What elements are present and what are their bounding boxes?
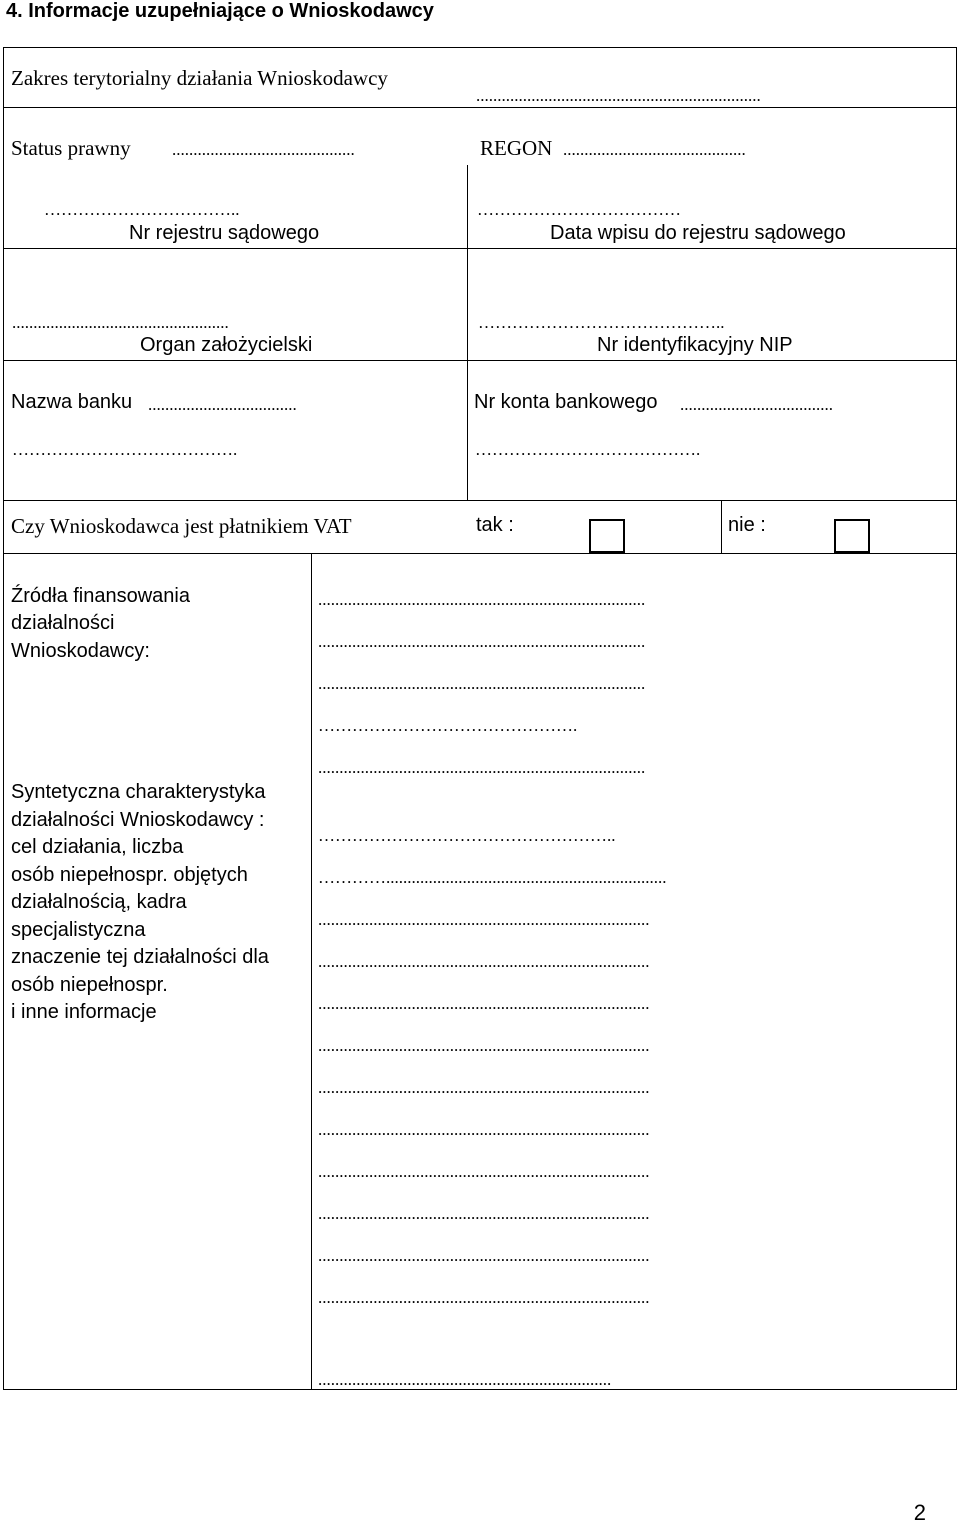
bank-field[interactable]: ................................... xyxy=(148,395,297,414)
regon-field[interactable]: ........................................... xyxy=(563,140,746,159)
divider-row-4 xyxy=(3,500,957,501)
divider-row-3 xyxy=(3,360,957,361)
konto-field[interactable]: .................................... xyxy=(680,395,833,414)
char-label-8: osób niepełnospr. xyxy=(11,974,168,996)
divider-row-2 xyxy=(3,248,957,249)
nip-label: Nr identyfikacyjny NIP xyxy=(597,334,793,356)
char-line-8[interactable]: .............................................................................. xyxy=(318,1120,650,1139)
sources-label-2: działalności xyxy=(11,612,115,634)
page-number: 2 xyxy=(913,1500,926,1525)
char-line-1[interactable]: …………………………………………….. xyxy=(318,826,616,845)
char-label-2: działalności Wnioskodawcy : xyxy=(11,809,265,831)
char-label-9: i inne informacje xyxy=(11,1001,157,1023)
status-label: Status prawny xyxy=(11,136,131,160)
konto-field-line2[interactable]: …………………………………. xyxy=(475,440,701,459)
organ-label: Organ założycielski xyxy=(140,334,313,356)
char-label-6: specjalistyczna xyxy=(11,919,146,941)
vat-yes-checkbox[interactable] xyxy=(589,519,625,553)
char-label-1: Syntetyczna charakterystyka xyxy=(11,781,266,803)
char-line-10[interactable]: .............................................................................. xyxy=(318,1204,650,1223)
vat-divider xyxy=(721,500,722,554)
char-label-3: cel działania, liczba xyxy=(11,836,184,858)
status-field[interactable]: ........................................... xyxy=(172,140,355,159)
sources-line-4[interactable]: ………………………………………. xyxy=(318,716,578,735)
zakres-field[interactable]: ................................................................... xyxy=(476,86,761,105)
data-wpisu-label: Data wpisu do rejestru sądowego xyxy=(550,222,846,244)
sources-label-3: Wnioskodawcy: xyxy=(11,640,150,662)
char-line-11[interactable]: .............................................................................. xyxy=(318,1246,650,1265)
char-line-2[interactable]: ………….................................................................. xyxy=(318,868,667,887)
char-line-4[interactable]: .............................................................................. xyxy=(318,952,650,971)
char-label-7: znaczenie tej działalności dla xyxy=(11,946,269,968)
char-line-3[interactable]: .............................................................................. xyxy=(318,910,650,929)
char-line-12[interactable]: .............................................................................. xyxy=(318,1288,650,1307)
info-table-top xyxy=(3,47,957,554)
nip-field[interactable]: …………………………………….. xyxy=(478,313,725,332)
vat-no-checkbox[interactable] xyxy=(834,519,870,553)
data-wpisu-field[interactable]: ……………………………… xyxy=(477,200,681,219)
char-label-5: działalnością, kadra xyxy=(11,891,187,913)
konto-label: Nr konta bankowego xyxy=(474,391,658,413)
section-title: 4. Informacje uzupełniające o Wnioskodawcy xyxy=(6,0,434,22)
vat-no-label: nie : xyxy=(728,514,766,536)
organ-field[interactable]: ................................................... xyxy=(12,313,229,332)
divider-bottom-mid xyxy=(311,553,312,1390)
sources-line-5[interactable]: ............................................................................. xyxy=(318,758,646,777)
char-line-6[interactable]: .............................................................................. xyxy=(318,1036,650,1055)
regon-label: REGON xyxy=(480,136,553,160)
divider-mid xyxy=(467,165,468,500)
char-line-5[interactable]: .............................................................................. xyxy=(318,994,650,1013)
vat-label: Czy Wnioskodawca jest płatnikiem VAT xyxy=(11,514,352,538)
char-line-7[interactable]: .............................................................................. xyxy=(318,1078,650,1097)
sources-line-3[interactable]: ............................................................................. xyxy=(318,674,646,693)
char-line-9[interactable]: .............................................................................. xyxy=(318,1162,650,1181)
char-label-4: osób niepełnospr. objętych xyxy=(11,864,248,886)
vat-yes-label: tak : xyxy=(476,514,514,536)
bank-label: Nazwa banku xyxy=(11,391,133,413)
rejestr-field[interactable]: …………………………….. xyxy=(44,200,240,219)
sources-line-1[interactable]: ............................................................................. xyxy=(318,590,646,609)
sources-line-2[interactable]: ............................................................................. xyxy=(318,632,646,651)
char-line-13[interactable]: ..................................................................... xyxy=(318,1370,612,1389)
bank-field-line2[interactable]: …………………………………. xyxy=(12,440,238,459)
sources-label-1: Źródła finansowania xyxy=(11,585,190,607)
zakres-label: Zakres terytorialny działania Wnioskodawcy xyxy=(11,66,388,90)
divider-row-1 xyxy=(3,107,957,108)
rejestr-label: Nr rejestru sądowego xyxy=(129,222,320,244)
